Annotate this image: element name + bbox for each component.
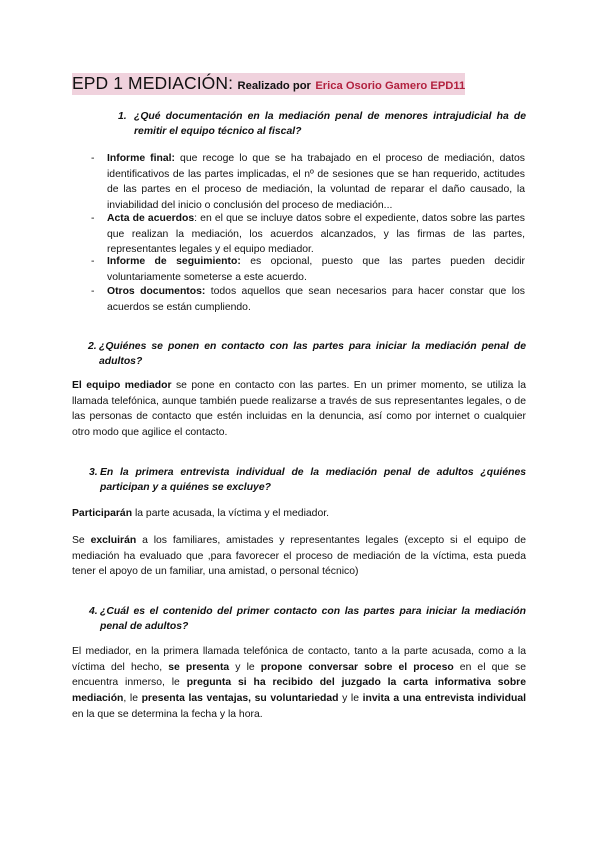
title-author: Erica Osorio Gamero EPD11 <box>315 80 466 92</box>
item-label: Informe final: <box>107 153 175 164</box>
item-text: : en el que se incluye datos sobre el expediente, datos sobre las partes que realizan la mediación, los acuerdos alcanzados, y las firmas de las partes, representantes legales y el equipo mediador. <box>107 213 525 256</box>
item-label: Otros documentos: <box>107 286 206 297</box>
answer-text: en la que se determina la fecha y la hora. <box>72 708 263 720</box>
q3-number: 3. <box>89 467 98 478</box>
title-prefix: Realizado por <box>237 80 311 92</box>
q2-question: ¿Quiénes se ponen en contacto con las partes para iniciar la mediación penal de adultos? <box>99 341 526 367</box>
answer-bold: propone conversar sobre el proceso <box>260 661 454 673</box>
document-title <box>72 73 465 95</box>
q4-question: ¿Cuál es el contenido del primer contacto con las partes para iniciar la mediación penal de adultos? <box>100 606 526 632</box>
answer-text: a los familiares, amistades y representantes legales (excepto si el equipo de mediación ha evaluado que ,para favorecer el proceso de mediación de la víctima, esta pueda tener el apoyo de un familiar, una amistad, o personal técnico) <box>72 535 526 578</box>
answer-bold: Participarán <box>72 508 133 519</box>
q4-number: 4. <box>89 606 98 617</box>
q3-answer-participants <box>72 506 526 522</box>
item-label: Acta de acuerdos <box>107 213 195 224</box>
answer-bold: pregunta si ha recibido del juzgado la carta informativa sobre mediación <box>72 677 526 705</box>
answer-text: El mediador, en la primera llamada telefónica de contacto, tanto a la parte acusada, como a la víctima del hecho, <box>72 646 526 673</box>
answer-bold: se presenta <box>168 661 230 673</box>
q1-number: 1. <box>118 111 127 122</box>
q3-answer-excluded <box>72 533 526 580</box>
q1-bullet: - <box>91 153 95 164</box>
answer-bold: invita a una entrevista individual <box>362 693 526 705</box>
answer-text: se pone en contacto con las partes. En un primer momento, se utiliza la llamada telefónica, aunque también puede realizarse a través de sus representantes legales, o de las personas de contacto que estén incluidas en la denuncia, así como por internet o cualquier otro modo que agilice el contacto. <box>72 380 526 439</box>
item-text: todos aquellos que sean necesarios para hacer constar que los acuerdos se están cumpliendo. <box>107 286 525 313</box>
answer-text: en el que se encuentra inmerso, le <box>72 661 526 689</box>
answer-bold: El equipo mediador <box>72 380 172 391</box>
title-main: EPD 1 MEDIACIÓN: <box>72 73 234 93</box>
answer-bold: excluirán <box>90 535 137 546</box>
answer-text: y le <box>338 693 363 705</box>
q4-answer <box>72 644 526 723</box>
item-text: es opcional, puesto que las partes pueden decidir voluntariamente someterse a este acuerdo. <box>107 256 525 283</box>
q1-bullet: - <box>91 213 95 224</box>
q1-bullet: - <box>91 256 95 267</box>
q1-item-acta-acuerdos <box>107 211 525 258</box>
item-label: Informe de seguimiento: <box>107 256 241 267</box>
q2-number: 2. <box>88 341 97 352</box>
q1-item-otros-documentos <box>107 284 525 315</box>
answer-text: , le <box>123 693 142 705</box>
q2-answer <box>72 378 526 441</box>
q1-item-informe-seguimiento <box>107 254 525 285</box>
answer-text: la parte acusada, la víctima y el mediador. <box>132 508 330 519</box>
item-text: que recoge lo que se ha trabajado en el proceso de mediación, datos identificativos de las partes implicadas, el nº de sesiones que se han requerido, actitudes de las partes en el proceso de mediación, la voluntad de reparar el daño causado, la inviabilidad del inicio o conclusión del proceso de mediación... <box>107 153 525 211</box>
q1-item-informe-final <box>107 151 525 213</box>
q1-question: ¿Qué documentación en la mediación penal de menores intrajudicial ha de remitir el equipo técnico al fiscal? <box>134 111 526 137</box>
answer-text: y le <box>229 661 261 673</box>
answer-bold: presenta las ventajas, su voluntariedad <box>141 693 339 705</box>
q1-bullet: - <box>91 286 95 297</box>
q3-question: En la primera entrevista individual de la mediación penal de adultos ¿quiénes participan y a quiénes se excluye? <box>100 467 526 493</box>
answer-text: Se <box>72 535 91 546</box>
